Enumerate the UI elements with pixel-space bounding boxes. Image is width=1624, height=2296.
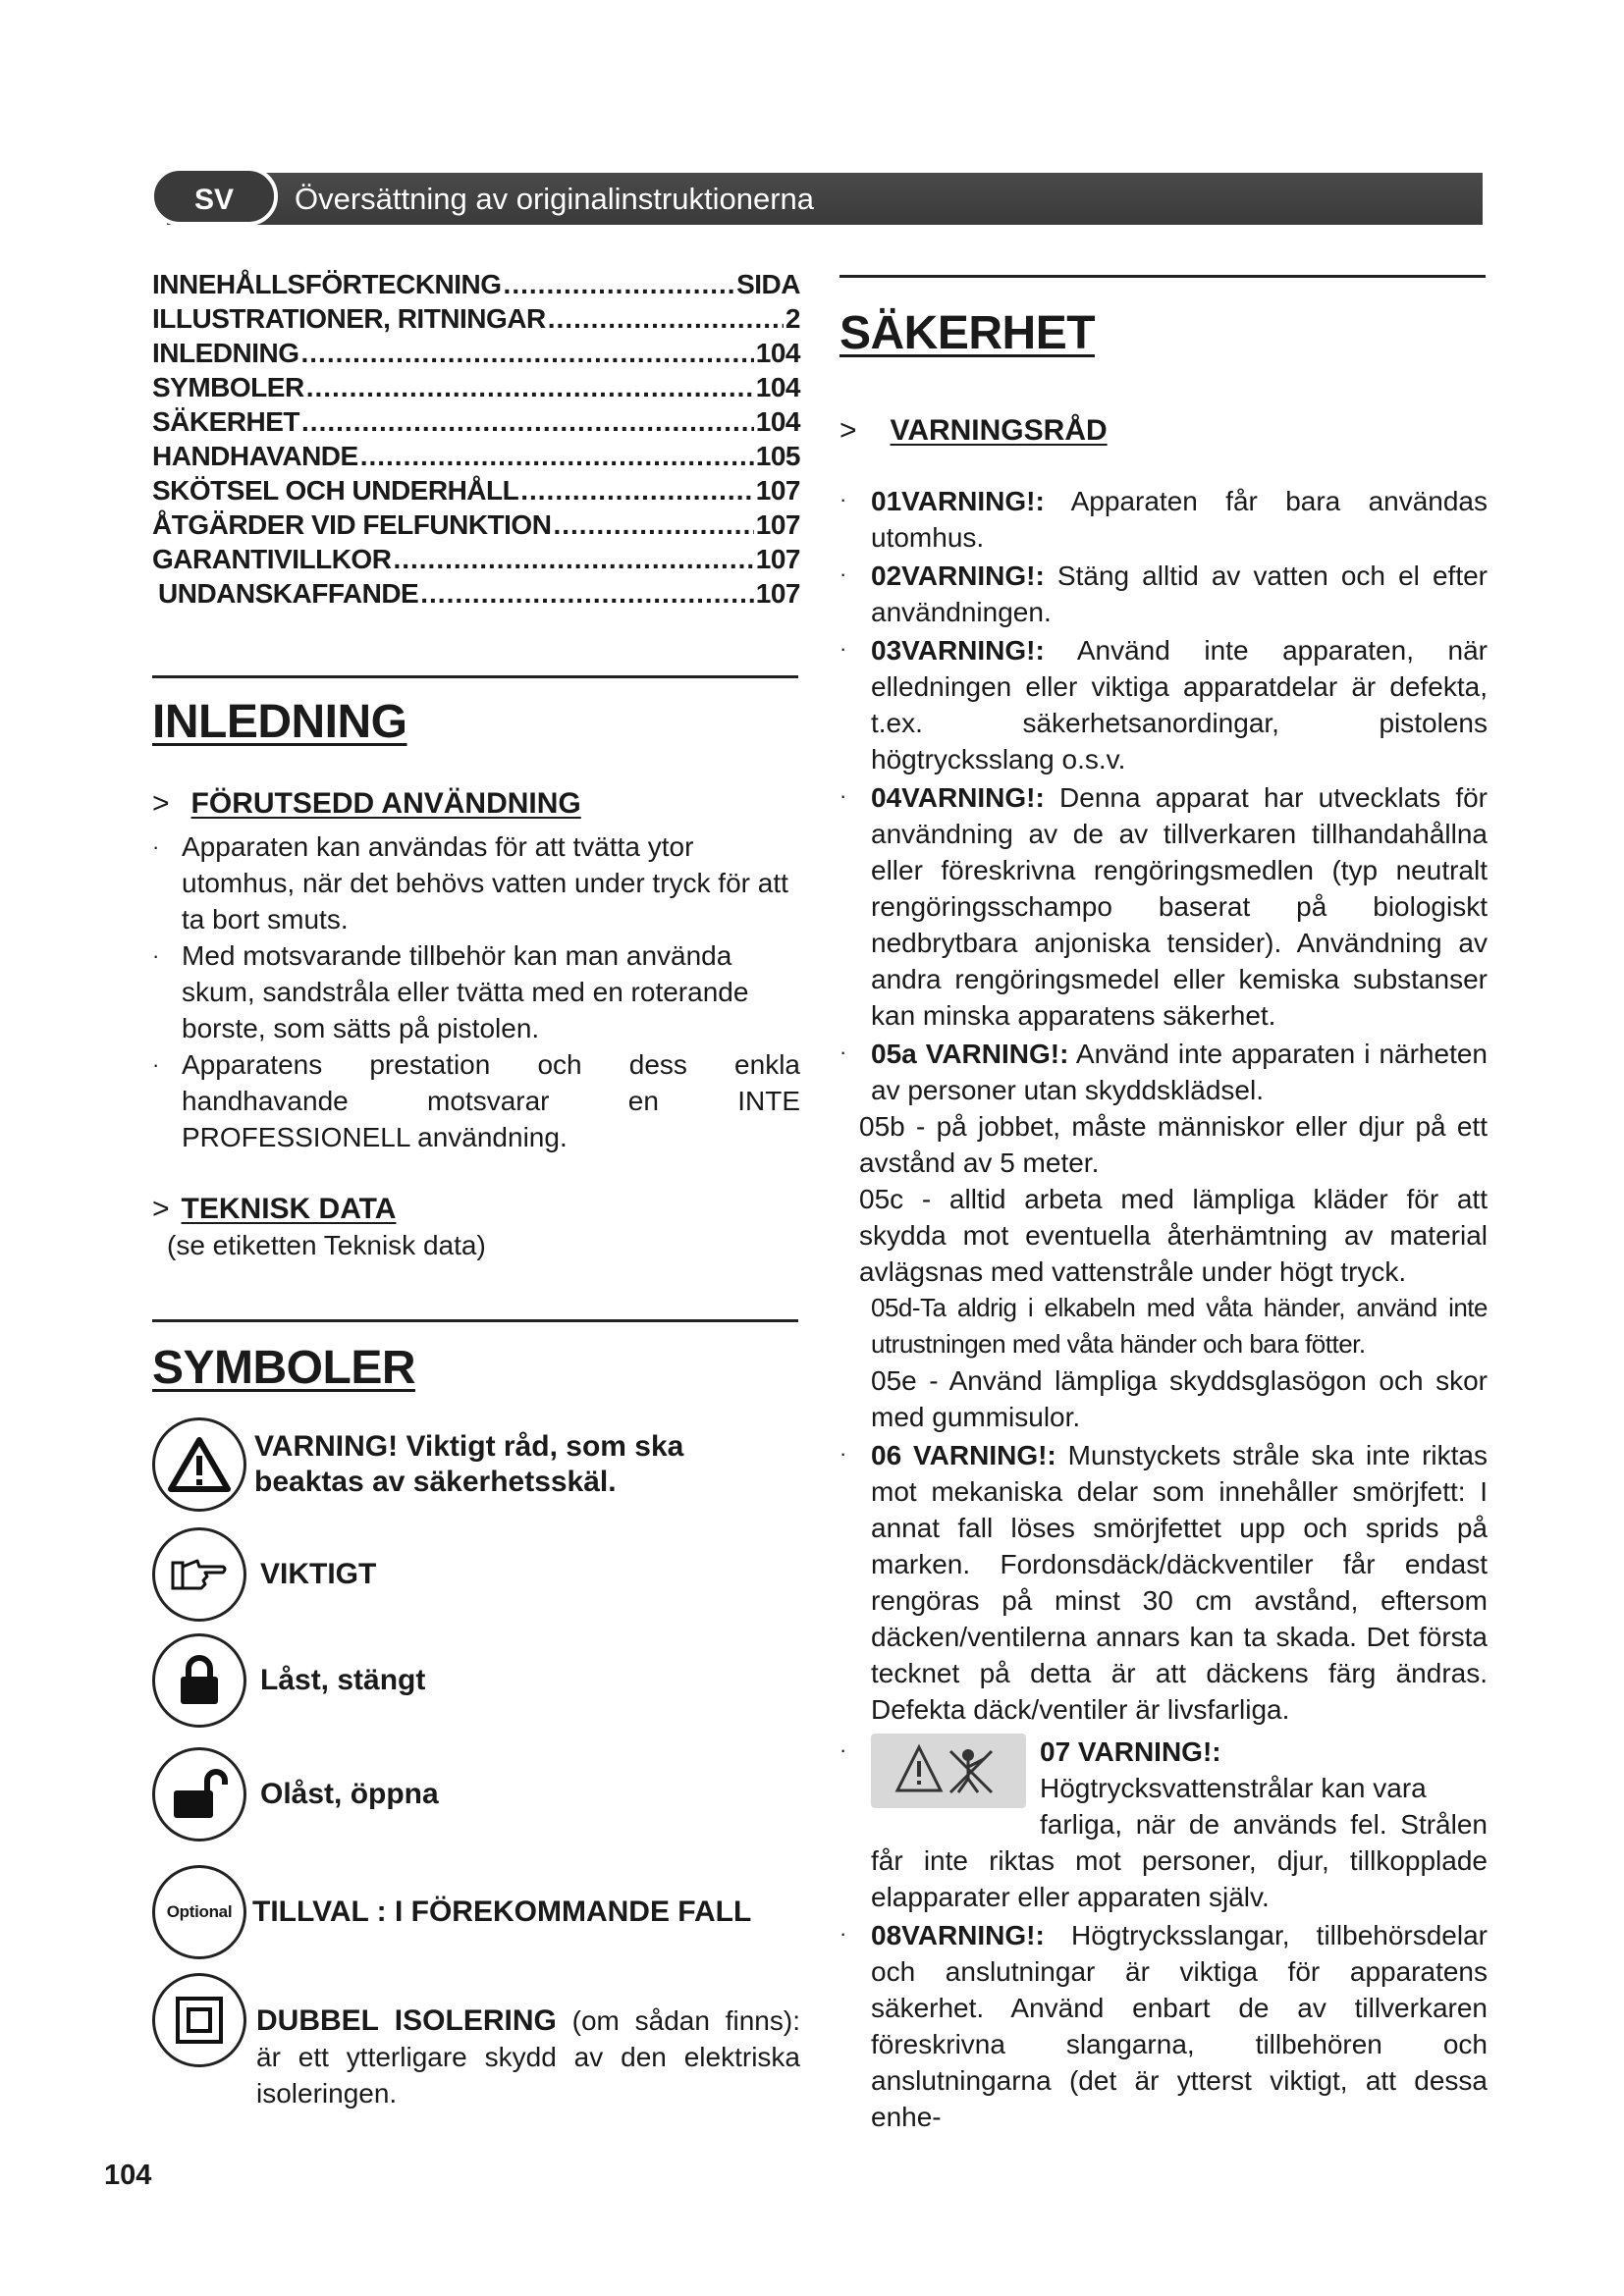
warning-list bbox=[839, 483, 1488, 2135]
teknisk-note: (se etiketten Teknisk data) bbox=[167, 1230, 486, 1260]
toc-row[interactable]: UNDANSKAFFANDE ..... 107 bbox=[152, 578, 800, 613]
warning-triangle-icon bbox=[152, 1417, 246, 1512]
section-divider bbox=[152, 1319, 798, 1322]
double-insulation-label: DUBBEL ISOLERING bbox=[256, 2004, 557, 2037]
warning-05c: 05c - alltid arbeta med lämpliga kläder för att skydda mot eventuella återhämtning av material avlägsnas med vattenstråle under högt tryck. bbox=[859, 1184, 1488, 1287]
symbol-warning: VARNING! Viktigt råd, som ska beaktas av säkerhetsskäl. bbox=[152, 1417, 800, 1512]
toc-row[interactable]: GARANTIVILLKOR ..... 107 bbox=[152, 544, 800, 578]
warning-05b: 05b - på jobbet, måste människor eller djur på ett avstånd av 5 meter. bbox=[859, 1111, 1488, 1178]
warning-07: · 07 VARNING!: Högtrycksvattenstrålar kan vara farliga, när de används fel. Strålen får inte riktas mot personer, djur, tillkopplade elapparater eller apparaten själv. bbox=[839, 1734, 1488, 1915]
warning-05e: 05e - Använd lämpliga skyddsglasögon och skor med gummisulor. bbox=[871, 1365, 1488, 1432]
forutsedd-list bbox=[152, 828, 800, 1155]
toc-row[interactable]: SYMBOLER ..... 104 bbox=[152, 372, 800, 406]
page-number: 104 bbox=[104, 2160, 152, 2191]
toc-row[interactable]: ÅTGÄRDER VID FELFUNKTION ..... 107 bbox=[152, 509, 800, 544]
list-item: · Apparaten kan användas för att tvätta ytor utomhus, när det behövs vatten under tryck för att ta bort smuts. bbox=[152, 831, 788, 934]
forutsedd-heading: > FÖRUTSEDD ANVÄNDNING bbox=[152, 787, 581, 820]
varningsrad-heading: > VARNINGSRÅD bbox=[839, 414, 1108, 447]
toc-row[interactable]: SKÖTSEL OCH UNDERHÅLL ..... 107 bbox=[152, 475, 800, 509]
lock-open-icon bbox=[152, 1747, 246, 1842]
toc-row[interactable]: HANDHAVANDE ..... 105 bbox=[152, 441, 800, 475]
toc-row[interactable]: ILLUSTRATIONER, RITNINGAR ..... 2 bbox=[152, 303, 800, 338]
warning-08: · 08VARNING!: Högtrycksslangar, tillbehörsdelar och anslutningar är viktiga för apparatens säkerhet. Använd enbart de av tillverkaren föreskrivna slangarna, tillbehören och anslutningarna (det är ytterst viktigt, att dessa enhe- bbox=[839, 1920, 1488, 2132]
toc-row[interactable]: INLEDNING ..... 104 bbox=[152, 338, 800, 372]
language-badge: SV bbox=[150, 167, 278, 226]
list-item: · Med motsvarande tillbehör kan man använda skum, sandstråla eller tvätta med en roterande borste, som sätts på pistolen. bbox=[152, 940, 749, 1043]
lock-closed-icon bbox=[152, 1633, 246, 1728]
optional-badge-icon: Optional bbox=[152, 1865, 246, 1959]
warning-01: · 01VARNING!: Apparaten får bara användas utomhus. bbox=[839, 486, 1488, 553]
warning-04: · 04VARNING!: Denna apparat har utvecklats för användning av de av tillverkaren tillhandahållna eller föreskrivna rengöringsmedlen (typ neutralt rengöringsschampo baserat på biologiskt nedbrytbara anjoniska tensider). Användning av andra rengöringsmedel eller kemiska substanser kan minska apparatens säkerhet. bbox=[839, 782, 1488, 1031]
section-divider bbox=[839, 275, 1486, 278]
inledning-title: INLEDNING bbox=[152, 696, 407, 748]
toc-row[interactable]: SÄKERHET ..... 104 bbox=[152, 406, 800, 441]
section-divider bbox=[152, 675, 798, 678]
pointing-hand-icon bbox=[152, 1527, 246, 1622]
toc-row[interactable]: INNEHÅLLSFÖRTECKNING ..... SIDA bbox=[152, 269, 800, 303]
symbol-double-insulation bbox=[152, 1973, 800, 2111]
double-insulation-icon bbox=[152, 1973, 246, 2067]
table-of-contents bbox=[152, 269, 800, 613]
symbol-optional: Optional TILLVAL : I FÖREKOMMANDE FALL bbox=[152, 1865, 751, 1959]
header-title: Översättning av originalinstruktionerna bbox=[295, 182, 814, 216]
warning-05a: · 05a VARNING!: Använd inte apparaten i närheten av personer utan skyddsklädsel. bbox=[839, 1039, 1489, 1105]
symbol-important: VIKTIGT bbox=[152, 1527, 376, 1622]
warning-06: · 06 VARNING!: Munstyckets stråle ska inte riktas mot mekaniska delar som innehåller smörjfett: I annat fall löses smörjfettet upp och sprids på marken. Fordonsdäck/däckventiler får endast rengöras på minst 30 cm avstånd, eftersom däcken/ventilerna annars kan ta skada. Det första tecknet på detta är att däckens färg ändras. Defekta däck/ventiler är livsfarliga. bbox=[839, 1440, 1488, 1725]
high-pressure-warning-icon bbox=[871, 1734, 1026, 1808]
warning-05d: 05d-Ta aldrig i elkabeln med våta händer, använd inte utrustningen med våta händer och bara fötter. bbox=[871, 1293, 1488, 1359]
symboler-title: SYMBOLER bbox=[152, 1342, 416, 1394]
teknisk-heading: > TEKNISK DATA bbox=[152, 1193, 397, 1225]
symbol-locked: Låst, stängt bbox=[152, 1633, 425, 1728]
warning-03: · 03VARNING!: Använd inte apparaten, när elledningen eller viktiga apparatdelar är defekta, t.ex. säkerhetsanordingar, pistolens högtrycksslang o.s.v. bbox=[839, 635, 1488, 774]
double-insulation-text: (om sådan finns): är ett ytterligare skydd av den elektriska isoleringen. bbox=[256, 2005, 800, 2109]
symbol-unlocked: Olåst, öppna bbox=[152, 1747, 439, 1842]
warning-02: · 02VARNING!: Stäng alltid av vatten och el efter användningen. bbox=[839, 561, 1488, 627]
sakerhet-title: SÄKERHET bbox=[839, 307, 1096, 359]
list-item: · Apparatens prestation och dess enkla handhavande motsvarar en INTE PROFESSIONELL användning. bbox=[152, 1049, 800, 1152]
